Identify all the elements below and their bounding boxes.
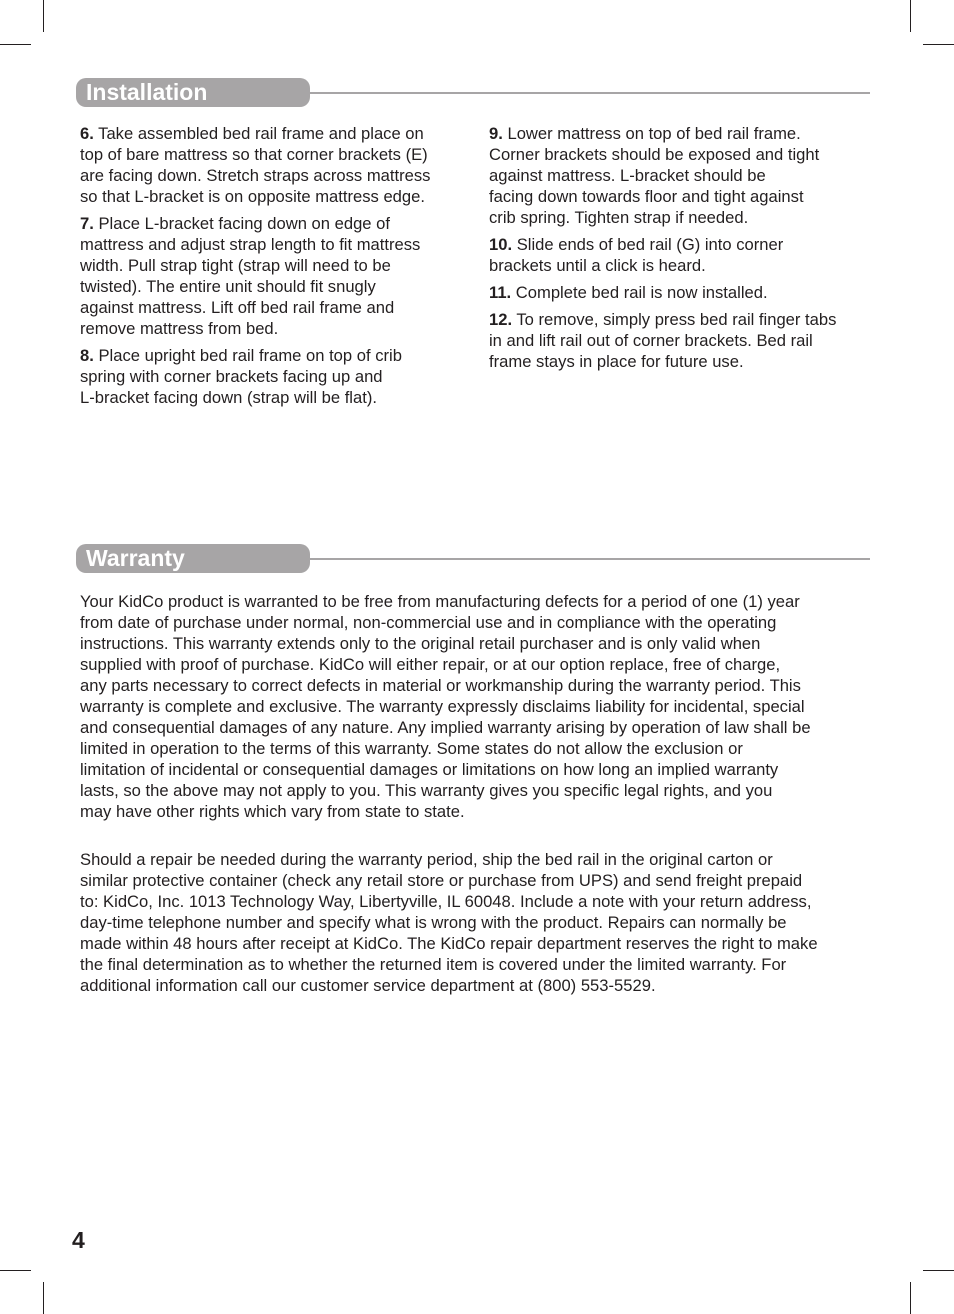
warranty-body — [80, 591, 874, 1023]
warranty-text-line: the final determination as to whether the returned item is covered under the limited warranty. For — [80, 955, 787, 974]
crop-mark — [0, 44, 31, 45]
warranty-text-line: Your KidCo product is warranted to be free from manufacturing defects for a period of one (1) year — [80, 592, 800, 611]
installation-step — [489, 282, 874, 303]
warranty-text-line: to: KidCo, Inc. 1013 Technology Way, Libertyville, IL 60048. Include a note with your return address, — [80, 892, 812, 911]
step-number: 8. — [80, 346, 94, 365]
crop-mark — [910, 0, 911, 32]
warranty-section-header — [76, 544, 870, 573]
warranty-text-line: additional information call our customer service department at (800) 553-5529. — [80, 976, 656, 995]
warranty-paragraph — [80, 849, 874, 996]
step-text-line: mattress and adjust strap length to fit mattress — [80, 235, 421, 254]
step-text-line: Complete bed rail is now installed. — [515, 283, 768, 302]
warranty-text-line: similar protective container (check any retail store or purchase from UPS) and send freight prepaid — [80, 871, 803, 890]
step-number: 10. — [489, 235, 513, 254]
warranty-text-line: day-time telephone number and specify what is wrong with the product. Repairs can normally be — [80, 913, 787, 932]
installation-step — [80, 345, 465, 408]
step-text-line: facing down towards floor and tight against — [489, 187, 804, 206]
step-text-line: are facing down. Stretch straps across mattress — [80, 166, 431, 185]
warranty-text-line: may have other rights which vary from state to state. — [80, 802, 465, 821]
crop-mark — [43, 0, 44, 32]
step-text-line: Place L-bracket facing down on edge of — [98, 214, 390, 233]
step-text-line: remove mattress from bed. — [80, 319, 279, 338]
page-number: 4 — [72, 1227, 85, 1253]
step-text-line: against mattress. L-bracket should be — [489, 166, 766, 185]
section-divider-line — [310, 558, 870, 560]
step-text-line: brackets until a click is heard. — [489, 256, 706, 275]
step-number: 12. — [489, 310, 513, 329]
step-number: 7. — [80, 214, 94, 233]
step-text-line: Corner brackets should be exposed and tight — [489, 145, 820, 164]
warranty-title: Warranty — [86, 545, 185, 571]
step-text-line: width. Pull strap tight (strap will need to be — [80, 256, 391, 275]
section-divider-line — [310, 92, 870, 94]
crop-mark — [923, 1270, 954, 1271]
step-text-line: Place upright bed rail frame on top of crib — [98, 346, 402, 365]
step-text-line: Lower mattress on top of bed rail frame. — [507, 124, 801, 143]
installation-section-header — [76, 78, 870, 107]
warranty-text-line: made within 48 hours after receipt at KidCo. The KidCo repair department reserves the right to make — [80, 934, 818, 953]
crop-mark — [0, 1270, 31, 1271]
step-number: 6. — [80, 124, 94, 143]
step-text-line: twisted). The entire unit should fit snugly — [80, 277, 376, 296]
installation-steps-right-column — [489, 123, 874, 378]
installation-title: Installation — [86, 79, 208, 105]
step-text-line: so that L-bracket is on opposite mattress edge. — [80, 187, 425, 206]
warranty-text-line: limitation of incidental or consequential damages or limitations on how long an implied warranty — [80, 760, 779, 779]
warranty-text-line: warranty is complete and exclusive. The warranty expressly disclaims liability for incidental, special — [80, 697, 805, 716]
warranty-text-line: lasts, so the above may not apply to you. This warranty gives you specific legal rights, and you — [80, 781, 773, 800]
step-text-line: To remove, simply press bed rail finger tabs — [516, 310, 837, 329]
step-number: 11. — [489, 283, 512, 302]
step-text-line: Take assembled bed rail frame and place on — [98, 124, 424, 143]
step-text-line: against mattress. Lift off bed rail frame and — [80, 298, 395, 317]
step-text-line: crib spring. Tighten strap if needed. — [489, 208, 749, 227]
installation-step — [489, 123, 874, 228]
installation-step — [489, 234, 874, 276]
warranty-text-line: supplied with proof of purchase. KidCo will either repair, or at our option replace, free of charge, — [80, 655, 781, 674]
installation-step — [80, 123, 465, 207]
crop-mark — [910, 1282, 911, 1314]
step-text-line: L-bracket facing down (strap will be flat). — [80, 388, 377, 407]
step-text-line: Slide ends of bed rail (G) into corner — [516, 235, 784, 254]
warranty-text-line: any parts necessary to correct defects in material or workmanship during the warranty period. This — [80, 676, 801, 695]
crop-mark — [43, 1282, 44, 1314]
step-text-line: frame stays in place for future use. — [489, 352, 744, 371]
installation-steps-left-column — [80, 123, 465, 414]
warranty-text-line: from date of purchase under normal, non-commercial use and in compliance with the operating — [80, 613, 777, 632]
step-text-line: top of bare mattress so that corner brackets (E) — [80, 145, 428, 164]
warranty-text-line: limited in operation to the terms of this warranty. Some states do not allow the exclusion or — [80, 739, 743, 758]
installation-step — [80, 213, 465, 339]
crop-mark — [923, 44, 954, 45]
step-text-line: spring with corner brackets facing up and — [80, 367, 383, 386]
warranty-text-line: and consequential damages of any nature. Any implied warranty arising by operation of law shall be — [80, 718, 811, 737]
step-text-line: in and lift rail out of corner brackets. Bed rail — [489, 331, 813, 350]
warranty-text-line: Should a repair be needed during the warranty period, ship the bed rail in the original carton or — [80, 850, 773, 869]
installation-step — [489, 309, 874, 372]
step-number: 9. — [489, 124, 503, 143]
warranty-paragraph — [80, 591, 874, 822]
warranty-text-line: instructions. This warranty extends only to the original retail purchaser and is only valid when — [80, 634, 761, 653]
